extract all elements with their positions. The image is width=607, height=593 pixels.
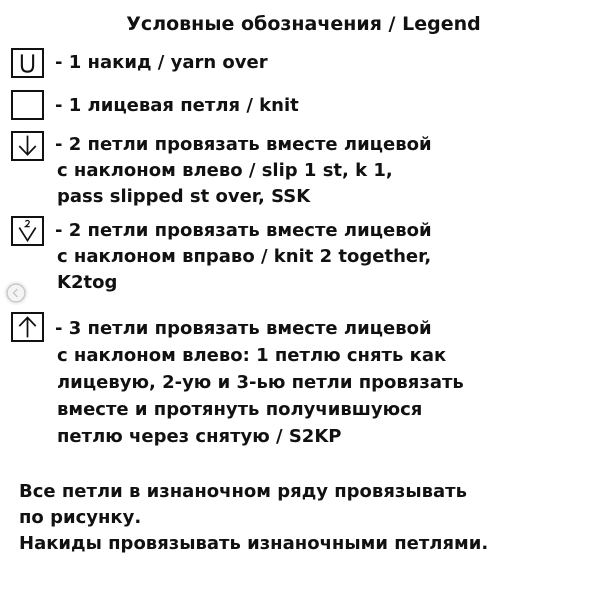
legend-title: Условные обозначения / Legend — [126, 13, 481, 35]
legend-text-s2kp-5: петлю через снятую / S2KP — [57, 426, 342, 447]
note-purl-row: Все петли в изнаночном ряду провязывать — [19, 481, 467, 502]
note-purl-row-cont: по рисунку. — [19, 507, 142, 528]
legend-text-knit: - 1 лицевая петля / knit — [55, 95, 299, 116]
legend-text-k2tog-3: K2tog — [57, 272, 118, 293]
legend-text-s2kp-2: с наклоном влево: 1 петлю снять как — [57, 345, 447, 366]
legend-text-ssk-1: - 2 петли провязать вместе лицевой — [55, 134, 432, 155]
legend-text-s2kp-1: - 3 петли провязать вместе лицевой — [55, 318, 432, 339]
note-yarn-overs: Накиды провязывать изнаночными петлями. — [19, 533, 489, 554]
legend-text-yarn-over: - 1 накид / yarn over — [55, 52, 268, 73]
legend-text-s2kp-4: вместе и протянуть получившуюся — [57, 399, 423, 420]
legend-text-ssk-2: с наклоном влево / slip 1 st, k 1, — [57, 160, 393, 181]
legend-text-ssk-3: pass slipped st over, SSK — [57, 186, 311, 207]
yarn-over-symbol-icon — [11, 48, 44, 78]
ssk-symbol-icon — [11, 131, 44, 161]
k2tog-symbol-icon — [11, 216, 44, 246]
legend-text-k2tog-2: с наклоном вправо / knit 2 together, — [57, 246, 432, 267]
circle-marker-icon — [4, 281, 28, 305]
legend-text-s2kp-3: лицевую, 2-ую и 3-ью петли провязать — [57, 372, 464, 393]
s2kp-symbol-icon — [11, 312, 44, 342]
knit-symbol-icon — [11, 90, 44, 120]
legend-text-k2tog-1: - 2 петли провязать вместе лицевой — [55, 220, 432, 241]
